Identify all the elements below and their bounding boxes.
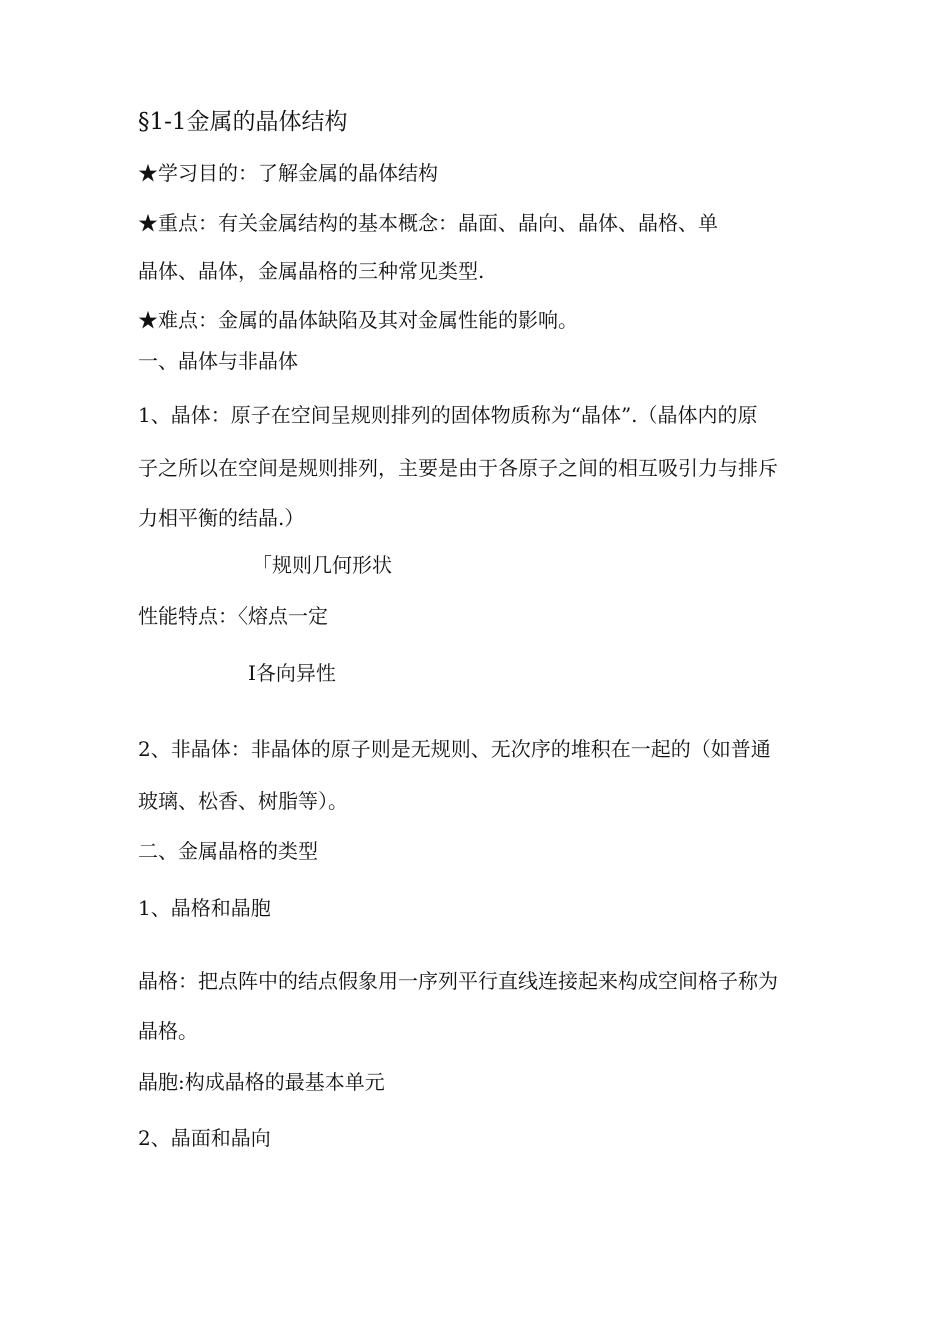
subsection-heading-2: 2、晶面和晶向 [138, 1126, 271, 1150]
section-heading-2: 二、金属晶格的类型 [138, 839, 318, 863]
key-points-line-2: 晶体、晶体，金属晶格的三种常见类型. [138, 259, 485, 283]
crystal-definition-line-3: 力相平衡的结晶.） [138, 506, 305, 530]
subsection-heading-1: 1、晶格和晶胞 [138, 896, 271, 920]
property-item-3: I各向异性 [248, 661, 336, 685]
property-item-1: 「规则几何形状 [252, 553, 392, 577]
amorphous-definition-line-2: 玻璃、松香、树脂等）。 [138, 789, 348, 813]
lattice-definition-line-2: 晶格。 [138, 1019, 198, 1043]
page-title: §1-1金属的晶体结构 [138, 109, 348, 135]
objective-text: ★学习目的：了解金属的晶体结构 [138, 161, 438, 185]
crystal-definition-line-1: 1、晶体：原子在空间呈规则排列的固体物质称为“晶体”.（晶体内的原 [138, 403, 758, 427]
amorphous-definition-line-1: 2、非晶体：非晶体的原子则是无规则、无次序的堆积在一起的（如普通 [138, 737, 771, 761]
difficulty-text: ★难点：金属的晶体缺陷及其对金属性能的影响。 [138, 308, 578, 332]
property-label: 性能特点：〈熔点一定 [138, 604, 328, 628]
key-points-line-1: ★重点：有关金属结构的基本概念：晶面、晶向、晶体、晶格、单 [138, 211, 718, 235]
section-heading-1: 一、晶体与非晶体 [138, 349, 298, 373]
crystal-definition-line-2: 子之所以在空间是规则排列，主要是由于各原子之间的相互吸引力与排斥 [138, 456, 778, 480]
lattice-definition-line-1: 晶格：把点阵中的结点假象用一序列平行直线连接起来构成空间格子称为 [138, 969, 778, 993]
unit-cell-definition: 晶胞:构成晶格的最基本单元 [138, 1070, 385, 1094]
